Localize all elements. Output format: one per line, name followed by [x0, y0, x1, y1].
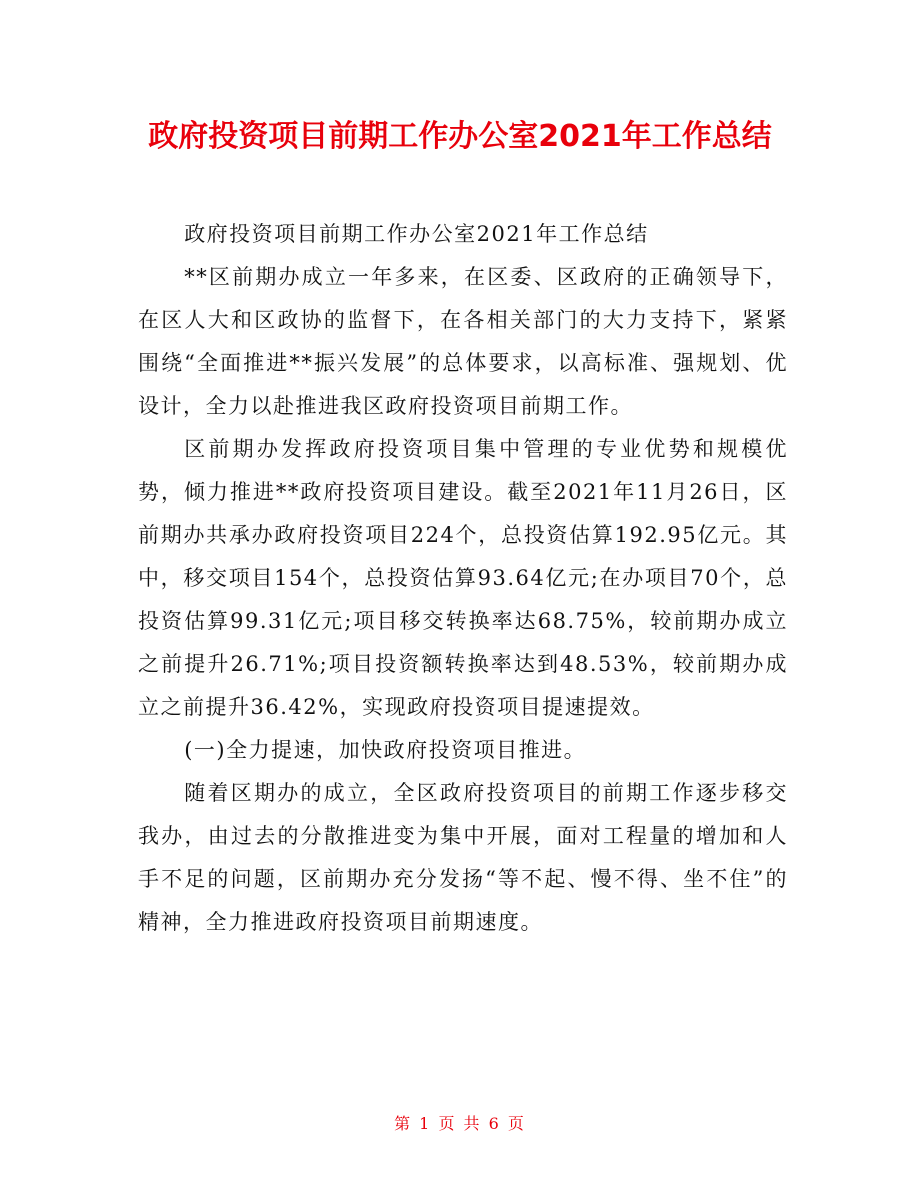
paragraph-intro: **区前期办成立一年多来，在区委、区政府的正确领导下，在区人大和区政协的监督下，在各相关部门的大力支持下，紧紧围绕“全面推进**振兴发展”的总体要求，以高标准、强规划、优设计，全力以赴推进我区政府投资项目前期工作。 — [138, 265, 788, 418]
paragraph-section-body: 随着区期办的成立，全区政府投资项目的前期工作逐步移交我办，由过去的分散推进变为集中开展，面对工程量的增加和人手不足的问题，区前期办充分发扬“等不起、慢不得、坐不住”的精神，全力推进政府投资项目前期速度。 — [138, 781, 788, 934]
document-title: 政府投资项目前期工作办公室2021年工作总结 — [148, 119, 772, 154]
paragraph-heading: 政府投资项目前期工作办公室2021年工作总结 — [184, 222, 649, 246]
document-body — [138, 213, 788, 944]
paragraph-section-heading: (一)全力提速，加快政府投资项目推进。 — [184, 738, 587, 762]
page-number: 第 1 页 共 6 页 — [394, 1114, 526, 1133]
paragraph-statistics: 区前期办发挥政府投资项目集中管理的专业优势和规模优势，倾力推进**政府投资项目建设。截至2021年11月26日，区前期办共承办政府投资项目224个，总投资估算192.95亿元。其中，移交项目154个，总投资估算93.64亿元;在办项目70个，总投资估算99.31亿元;项目移交转换率达68.75%，较前期办成立之前提升26.71%;项目投资额转换率达到48.53%，较前期办成立之前提升36.42%，实现政府投资项目提速提效。 — [138, 437, 788, 719]
